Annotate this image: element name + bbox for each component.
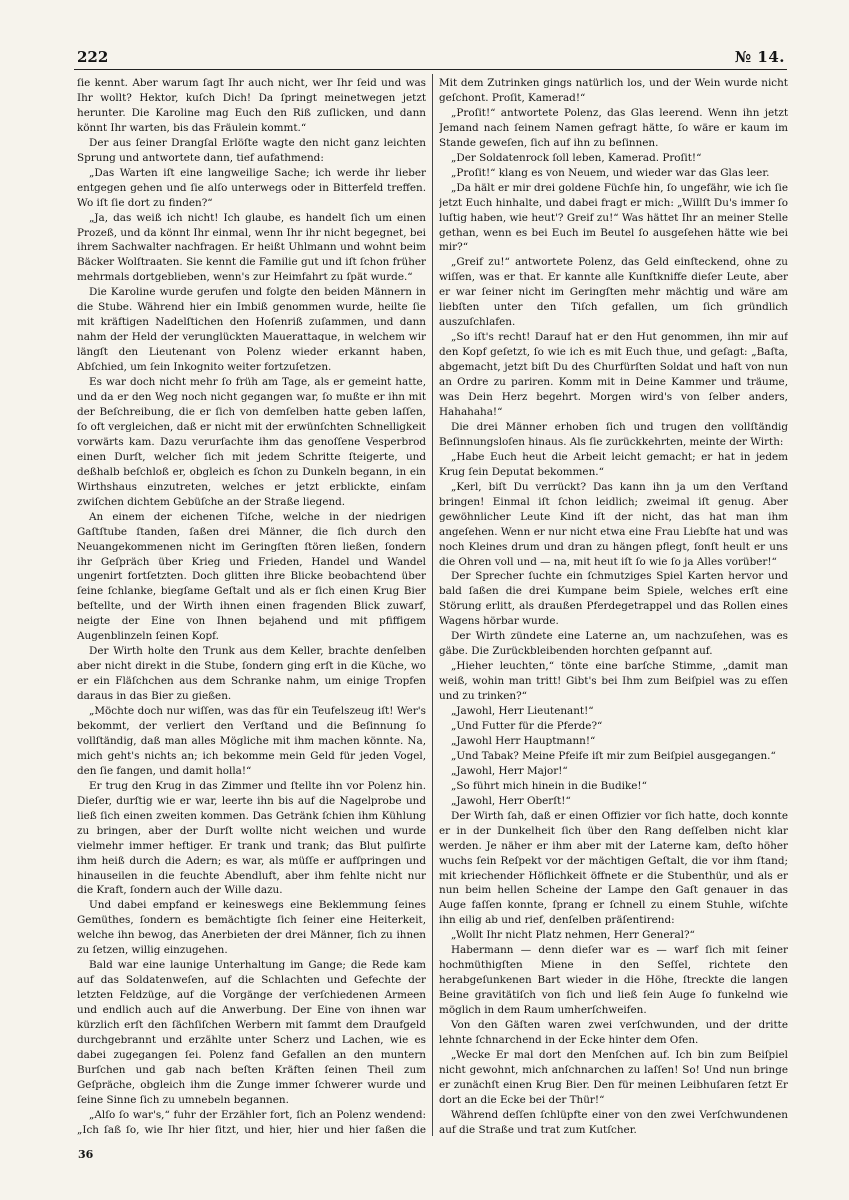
paragraph: Die drei Männer erhoben ſich und trugen den vollſtändig Beſinnungsloſen hinaus. Als ſie zurückkehrten, meinte der Wirth: [439,420,788,448]
paragraph: „So iſt's recht! Darauf hat er den Hut genommen, ihn mir auf den Kopf geſetzt, ſo wie ich es mit Euch thue, und geſagt: „Baſta, abgemacht, jetzt biſt Du des Churfürſten Soldat und haſt von nun an Ordre zu pariren. Komm mit in Deine Kammer und träume, was Dein Herz begehrt. Morgen wird's von ſelber anders, Hahahaha!“ [439,331,788,418]
paragraph: „Proſit!“ klang es von Neuem, und wieder war das Glas leer. [451,166,770,179]
sheet-signature: 36 [78,1148,94,1161]
paragraph: Der Wirth ſah, daß er einen Offizier vor ſich hatte, doch konnte er in der Dunkelheit ſich über den Rang deſſelben nicht klar werden. Je näher er ihm aber mit der Laterne kam, deſto höher wuchs ſein Reſpekt vor der mächtigen Geſtalt, die vor ihm ſtand; mit kriechender Höflichkeit öffnete er die Stubenthür, und als er nun beim hellen Scheine der Lampe den Gaſt genauer in das Auge faſſen konnte, ſprang er ſchnell zu einem Stuhle, wiſchte ihn eilig ab und rief, denſelben präſentirend: [439,809,788,927]
paragraph: Habermann — denn dieſer war es — warf ſich mit ſeiner hochmüthigſten Miene in den Seſſel, richtete den herabgeſunkenen Bart wieder in die Höhe, ſtreckte die langen Beine gravitätiſch von ſich und ließ ſein Auge ſo funkelnd wie möglich in dem Raum umherſchweifen. [439,944,788,1017]
paragraph: „Proſit!“ antwortete Polenz, das Glas leerend. Wenn ihn jetzt Jemand nach ſeinem Namen gefragt hätte, ſo wäre er kaum im Stande geweſen, ſich auf ihn zu beſinnen. [439,106,788,149]
paragraph: Es war doch nicht mehr ſo früh am Tage, als er gemeint hatte, und da er den Weg noch nicht gegangen war, ſo mußte er ihn mit der Beſchreibung, die er ſich von demſelben hatte geben laſſen, ſo oft vergleichen, daß er nicht mit der erwünſchten Schnelligkeit vorwärts kam. Dazu verurſachte ihm das genoſſene Vesperbrod einen Durſt, welcher ſich mit jedem Schritte ſteigerte, und deßhalb beſchloß er, obgleich es ſchon zu Dunkeln begann, in ein Wirthshaus einzutreten, welches er jetzt erblickte, einſam zwiſchen dichtem Gebüſche an der Straße liegend. [77,376,426,508]
paragraph: „Wecke Er mal dort den Menſchen auf. Ich bin zum Beiſpiel nicht gewohnt, mich anſchnarchen zu laſſen! So! Und nun bringe er zunächſt einen Krug Bier. Den für meinen Leibhuſaren ſetzt Er dort an die Ecke bei der Thür!“ [439,1048,788,1106]
paragraph: Der aus ſeiner Drangſal Erlöſte wagte den nicht ganz leichten Sprung und antwortete dann, tief aufathmend: [77,136,426,164]
paragraph: Von den Gäſten waren zwei verſchwunden, und der dritte lehnte ſchnarchend in der Ecke hinter dem Ofen. [439,1019,788,1046]
paragraph: „So führt mich hinein in die Budike!“ [451,779,647,792]
issue-number: № 14. [734,48,785,66]
paragraph: „Jawohl, Herr Lieutenant!“ [451,705,594,718]
column-divider [432,74,433,1136]
page-number: 222 [77,48,109,66]
paragraph: „Und Tabak? Meine Pfeife iſt mir zum Beiſpiel ausgegangen.“ [451,749,776,762]
paragraph: „Ja, das weiß ich nicht! Ich glaube, es handelt ſich um einen Prozeß, und da könnt Ihr einmal, wenn Ihr ihr nicht begegnet, bei ihrem Sachwalter nachfragen. Er heißt Uhlmann und wohnt beim Bäcker Wolſtraaten. Sie kennt die Familie gut und iſt ſchon früher mehrmals dortgeblieben, wenn's zur Heimfahrt zu ſpät wurde.“ [77,211,426,284]
paragraph: „Möchte doch nur wiſſen, was das für ein Teufelszeug iſt! Wer's bekommt, der verliert den Verſtand und die Beſinnung ſo vollſtändig, daß man alles Mögliche mit ihm machen könnte. Na, mich geht's nichts an; ich bekomme mein Geld für jeden Vogel, den ſie fangen, und damit holla!“ [77,705,426,777]
paragraph: „Das Warten iſt eine langweilige Sache; ich werde ihr lieber entgegen gehen und ſie alſo unterwegs oder in Bitterfeld treffen. Wo iſt ſie dort zu finden?“ [77,166,426,209]
paragraph: Er trug den Krug in das Zimmer und ſtellte ihn vor Polenz hin. Dieſer, durſtig wie er war, leerte ihn bis auf die Nagelprobe und ließ ſich einen zweiten kommen. Das Getränk ſchien ihm Kühlung zu bringen, aber der Durſt wollte nicht weichen und wurde vielmehr immer heftiger. Er trank und trank; das Blut pulſirte ihm heiß durch die Adern; es war, als müſſe er aufſpringen und hinauseilen in die feuchte Abendluft, aber ihm fehlte nicht nur die Kraft, ſondern auch der Wille dazu. [77,779,426,897]
paragraph: „Wollt Ihr nicht Platz nehmen, Herr General?“ [451,929,695,942]
paragraph: Mit dem Zutrinken gings natürlich los, und der Wein wurde nicht geſchont. Proſit, Kamerad!“ [439,77,788,104]
paragraph: „Jawohl Herr Hauptmann!“ [451,734,596,747]
paragraph: Die Karoline wurde gerufen und folgte den beiden Männern in die Stube. Während hier ein Imbiß genommen wurde, heilte ſie mit kräftigen Nadelſtichen den Hoſenriß zuſammen, und dann nahm der Held der verunglückten Mauerattaque, in welchem wir längſt den Lieutenant von Polenz wieder erkannt haben, Abſchied, um ſein Inkognito weiter fortzuſetzen. [77,286,426,374]
paragraph: Der Wirth holte den Trunk aus dem Keller, brachte denſelben aber nicht direkt in die Stube, ſondern ging erſt in die Küche, wo er ein Fläſchchen aus dem Schranke nahm, um einige Tropfen daraus in das Bier zu gießen. [77,645,426,703]
paragraph: An einem der eichenen Tiſche, welche in der niedrigen Gaſtſtube ſtanden, ſaßen drei Männer, die ſich durch den Neuangekommenen nicht im Geringſten ſtören ließen, ſondern ihr Geſpräch über Krieg und Frieden, Handel und Wandel ungenirt fortſetzten. Doch glitten ihre Blicke beobachtend über ſeine ſchlanke, biegſame Geſtalt und als er ſich einen Krug Bier beſtellte, und der Wirth ihnen einen fragenden Blick zuwarf, neigte der Eine von Ihnen bejahend und mit pfiffigem Augenblinzeln ſeinen Kopf. [77,510,426,643]
paragraph: Der Wirth zündete eine Laterne an, um nachzuſehen, was es gäbe. Die Zurückbleibenden horchten geſpannt auf. [439,630,788,658]
paragraph: Der Sprecher ſuchte ein ſchmutziges Spiel Karten hervor und bald ſaßen die drei Kumpane beim Spiele, welches erſt eine Störung erlitt, als draußen Pferdegetrappel und das Rollen eines Wagens hörbar wurde. [439,570,788,628]
paragraph: Bald war eine launige Unterhaltung im Gange; die Rede kam auf das Soldatenweſen, auf die Schlachten und Gefechte der letzten Feldzüge, auf die Vorgänge der verſchiedenen Armeen und endlich auch auf die Anwerbung. Der Eine von ihnen war kürzlich erſt den ſächſiſchen Werbern mit ſammt dem Draufgeld durchgebrannt und erzählte unter Scherz und Lachen, wie es dabei zugegangen ſei. Polenz fand Gefallen an den muntern Burſchen und gab nach beſten Kräften ſeinen Theil zum Geſpräche, obgleich ihm die Zunge immer ſchwerer wurde und ſeine Sinne ſich zu umnebeln begannen. [77,959,426,1106]
paragraph: „Jawohl, Herr Major!“ [451,764,568,777]
paragraph: ſie kennt. Aber warum ſagt Ihr auch nicht, wer Ihr ſeid und was Ihr wollt? Hektor, kuſch Dich! Da ſpringt meinetwegen jetzt herunter. Die Karoline mag Euch den Riß zuſlicken, und dann könnt Ihr warten, bis das Fräulein kommt.“ [77,77,426,134]
paragraph: „Und Futter für die Pferde?“ [451,719,603,732]
paragraph: „Da hält er mir drei goldene Füchſe hin, ſo ungefähr, wie ich ſie jetzt Euch hinhalte, und dabei fragt er mich: „Willſt Du's immer ſo luſtig haben, wie heut'? Greif zu!“ Was hättet Ihr an meiner Stelle gethan, wenn es bei Euch im Beutel ſo ausgeſehen hätte wie bei mir?“ [439,181,788,254]
paragraph: „Der Soldatenrock ſoll leben, Kamerad. Proſit!“ [451,151,702,164]
paragraph: „Kerl, biſt Du verrückt? Das kann ihn ja um den Verſtand bringen! Einmal iſt ſchon leidlich; zweimal iſt genug. Aber gewöhnlicher Leute Kind iſt der nicht, das hat man ihm angeſehen. Wenn er nur nicht etwa eine Frau Liebſte hat und was noch Kleines drum und dran zu hängen pflegt, ſonſt heult er uns die Ohren voll und — na, mit heut iſt ſo wie ſo ja Alles vorüber!“ [439,480,788,568]
paragraph: „Alſo ſo war's,“ fuhr der Erzähler fort, ſich an Polenz wendend: „Ich ſaß ſo, wie Ihr hier ſitzt, und hier, hier und hier ſaßen die [77,1108,426,1136]
left-column [77,76,426,1136]
paragraph: „Jawohl, Herr Oberſt!“ [451,794,571,807]
header-rule [74,69,787,70]
paragraph: „Hieher leuchten,“ tönte eine barſche Stimme, „damit man weiß, wohin man tritt! Gibt's bei Ihm zum Beiſpiel was zu eſſen und zu trinken?“ [439,660,788,703]
paragraph: „Greif zu!“ antwortete Polenz, das Geld einſteckend, ohne zu wiſſen, was er that. Er kannte alle Kunſtkniffe dieſer Leute, aber er war ſeiner nicht im Geringſten mehr mächtig und wäre am liebſten unter den Tiſch gefallen, um ſich gründlich auszuſchlafen. [439,256,788,329]
paragraph: Während deſſen ſchlüpfte einer von den zwei Verſchwundenen auf die Straße und trat zum Kutſcher. [439,1108,788,1136]
paragraph: Und dabei empfand er keineswegs eine Beklemmung ſeines Gemüthes, ſondern es bemächtigte ſich ſeiner eine Heiterkeit, welche ihn bewog, das Anerbieten der drei Männer, ſich zu ihnen zu ſetzen, willig einzugehen. [77,899,426,957]
paragraph: „Habe Euch heut die Arbeit leicht gemacht; er hat in jedem Krug ſein Deputat bekommen.“ [439,450,788,478]
right-column [439,76,788,1136]
